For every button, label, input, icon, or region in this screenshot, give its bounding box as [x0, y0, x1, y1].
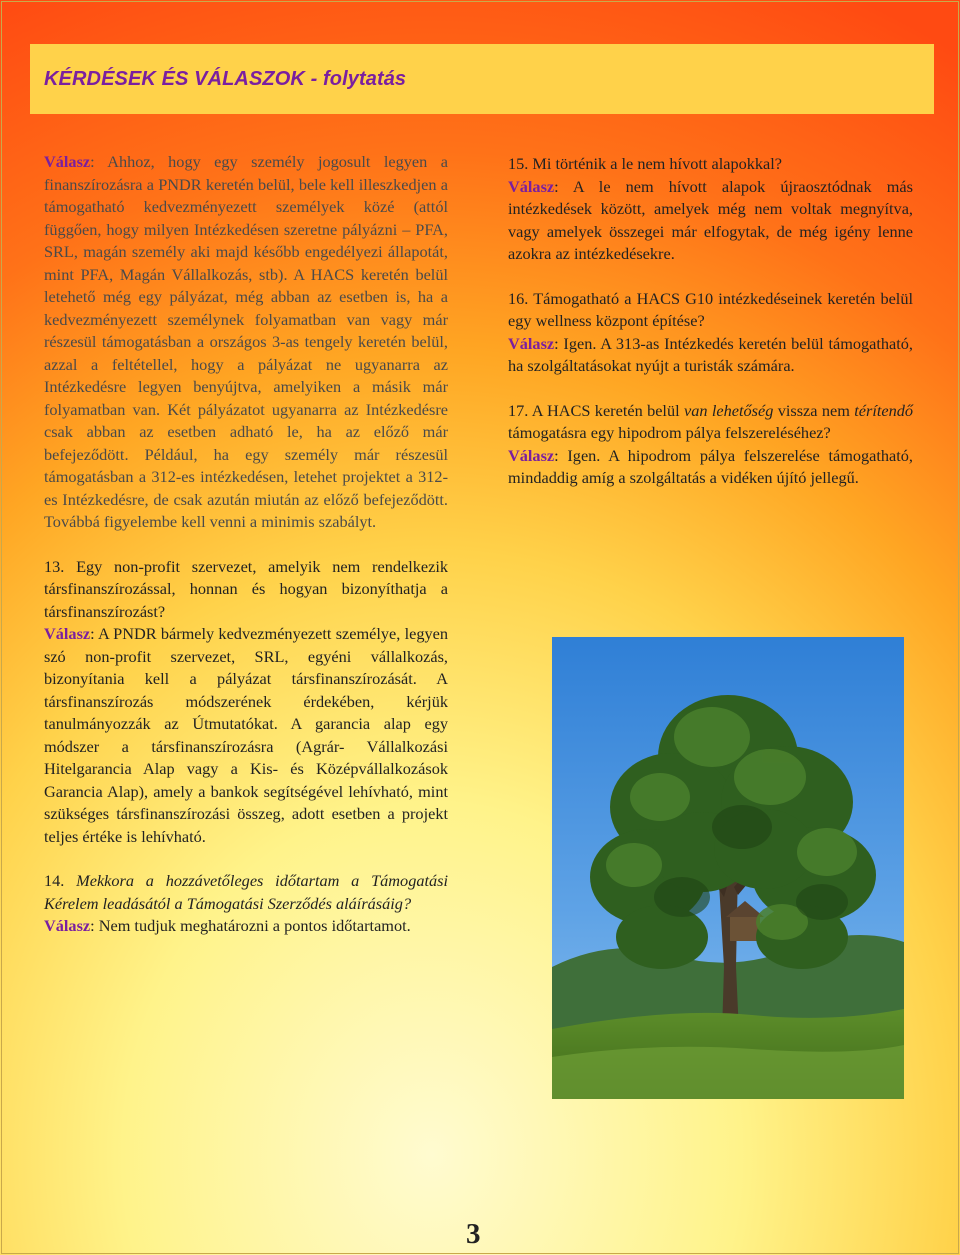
- question-14-number: 14.: [44, 871, 65, 890]
- question-17: 17. A HACS keretén belül van lehetőség vissza nem térítendő támogatásra egy hipodrom pálya felszereléséhez? Válasz: Igen. A hipodrom pálya felszerelése támogatható, mindaddig amíg a szolgáltatás a vidéken újító jellegű.: [508, 400, 914, 487]
- question-16-text: 16. Támogatható a HACS G10 intézkedéseinek keretén belül egy wellness központ építése?: [508, 288, 913, 330]
- answer-16-text: Igen. A 313-as Intézkedés keretén belül támogatható, ha szolgáltatásokat nyújt a turisták számára.: [508, 333, 913, 375]
- left-column: [44, 151, 448, 938]
- page-title: KÉRDÉSEK ÉS VÁLASZOK - folytatás: [44, 67, 407, 90]
- question-15-text: 15. Mi történik a le nem hívott alapokkal?: [508, 154, 782, 173]
- answer-13-text: : A PNDR bármely kedvezményezett személye, legyen szó non-profit szervezet, SRL, egyéni vállalkozás, bizonyítania kell a pályázat társfinanszírozását. A társfinanszírozás módszerének érdekében, kérjük tanulmányozzák az Útmutatókat. A garancia alap egy módszer a társfinanszírozásra (Agrár- Vállalkozási Hitelgarancia Alap vagy a Kis- és Középvállalkozások Garancia Alap), amely a bankok segítségével lehívható, mint szükséges társfinanszírozási összeg, adott esetben a projekt teljes értéke is lehívható.: [44, 624, 448, 846]
- question-17-italic-1: van lehetőség: [683, 400, 774, 420]
- question-17-mid: vissza nem: [773, 400, 855, 420]
- question-17-end: támogatásra egy hipodrom pálya felszereléséhez?: [508, 423, 831, 442]
- answer-label: Válasz: [44, 624, 91, 643]
- answer-label: Válasz: [508, 445, 555, 465]
- question-13-text: 13. Egy non-profit szervezet, amelyik nem rendelkezik társfinanszírozással, honnan és hogyan bizonyíthatja a társfinanszírozást?: [44, 556, 448, 621]
- answer-label: Válasz: [44, 916, 91, 935]
- right-column: [508, 153, 913, 490]
- answer-15-text: : A le nem hívott alapok újraosztódnak más intézkedések között, amelyek még nem voltak megnyítva, vagy amelyek összegei már elfogytak, de még igény lenne azokra az intézkedésekre.: [508, 176, 913, 263]
- question-17-italic-2: térítendő: [854, 400, 914, 420]
- answer-label: Válasz: [44, 152, 91, 171]
- answer-12-text: : Ahhoz, hogy egy személy jogosult legyen a finanszírozásra a PNDR keretén belül, bele kell illeszkedjen a támogatható kedvezményezett személyek közé (attól függően, hogy milyen Intézkedésen szeretne pályázni – PFA, SRL, magán személy aki majd később engedélyezi állapotát, mint PFA, Magán Vállalkozás, stb). A HACS keretén belül letehető még egy pályázat, még abban az esetben is, ha a kedvezményezett személynek folyamatban van vagy már részesül támogatásban a országos 3-as tengely keretén belül, azzal a feltétellel, hogy a pályázat ne ugyanarra az Intézkedésre legyen benyújtva, amelyiken a másik már folyamatban van. Két pályázatot ugyanarra az Intézkedésre csak abban az esetben adható le, ha az előző már befejeződött. Például, ha egy személy már részesül támogatásban a 312-es intézkedésen, letehet projektet a 312-es Intézkedésre, de csak azután miután az előző befejeződött. Továbbá figyelembe kell venni a minimis szabályt.: [44, 152, 448, 531]
- question-16: 16. Támogatható a HACS G10 intézkedéseinek keretén belül egy wellness központ építése? Válasz: Igen. A 313-as Intézkedés keretén belül támogatható, ha szolgáltatásokat nyújt a turisták számára.: [508, 288, 913, 375]
- question-14: [44, 870, 448, 938]
- question-13: [44, 556, 448, 849]
- answer-12: [44, 151, 448, 534]
- question-15: [508, 153, 913, 266]
- answer-17-text: Igen. A hipodrom pálya felszerelése támogatható, mindaddig amíg a szolgáltatás a vidéken újító jellegű.: [508, 445, 913, 487]
- question-14-text: Mekkora a hozzávetőleges időtartam a Támogatási Kérelem leadásától a Támogatási Szerződés aláírásáig?: [44, 871, 449, 913]
- answer-14-text: : Nem tudjuk meghatározni a pontos időtartamot.: [90, 916, 411, 935]
- page-number: 3: [466, 1218, 481, 1250]
- tree-photo: [552, 637, 904, 1099]
- answer-label: Válasz: [508, 176, 555, 196]
- title-banner: [30, 44, 934, 114]
- question-17-start: 17. A HACS keretén belül: [508, 400, 684, 420]
- answer-label: Válasz: [508, 333, 555, 353]
